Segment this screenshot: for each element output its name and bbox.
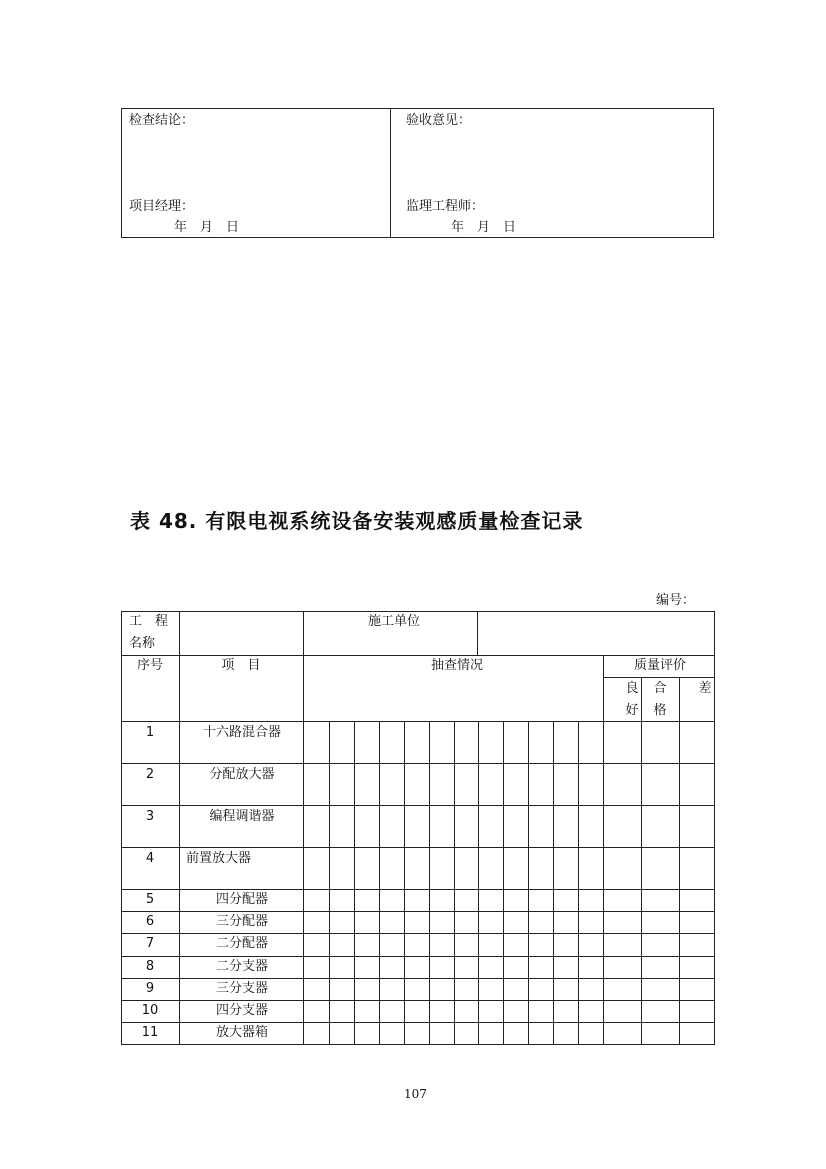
check-column-rule xyxy=(354,721,355,1044)
table-row-rule xyxy=(121,911,714,912)
quality-poor-header: 差 xyxy=(698,681,712,696)
table-row-seq: 9 xyxy=(145,981,155,996)
table-row-item: 二分支器 xyxy=(215,959,269,974)
table-rule xyxy=(121,655,714,656)
table-right-rule xyxy=(714,611,715,1045)
construction-unit-label: 施工单位 xyxy=(367,614,421,629)
table-row-seq: 3 xyxy=(145,809,155,824)
date-left: 年 月 日 xyxy=(174,220,240,235)
table-row-item: 编程调谐器 xyxy=(209,809,275,824)
quality-good-header-2: 好 xyxy=(625,703,639,718)
pass-column-rule xyxy=(679,677,680,1044)
item-column-rule xyxy=(303,611,304,1044)
table-row-seq: 11 xyxy=(141,1025,159,1040)
project-label: 工 程 xyxy=(129,614,169,629)
table-row-item: 放大器箱 xyxy=(215,1025,269,1040)
table-row-rule xyxy=(121,889,714,890)
opinion-label: 验收意见： xyxy=(406,113,472,128)
table-row-item: 十六路混合器 xyxy=(202,725,282,740)
check-column-rule xyxy=(528,721,529,1044)
quality-pass-header-2: 格 xyxy=(653,703,667,718)
project-label-name: 名称 xyxy=(129,636,156,651)
check-column-rule xyxy=(404,721,405,1044)
table-top-rule xyxy=(121,611,714,612)
check-column-rule xyxy=(478,721,479,1044)
table-row-seq: 7 xyxy=(145,936,155,951)
table-row-seq: 10 xyxy=(141,1003,159,1018)
table-bottom-rule xyxy=(121,1044,715,1045)
seq-header: 序号 xyxy=(136,658,164,673)
table-row-rule xyxy=(121,721,714,722)
check-column-rule xyxy=(578,721,579,1044)
table-row-rule xyxy=(121,763,714,764)
table-row-seq: 5 xyxy=(145,892,155,907)
check-column-rule xyxy=(503,721,504,1044)
table-row-item: 三分支器 xyxy=(215,981,269,996)
table-row-rule xyxy=(121,847,714,848)
quality-good-header: 良 xyxy=(625,681,639,696)
table-row-item: 四分配器 xyxy=(215,892,269,907)
conclusion-label: 检查结论： xyxy=(129,113,195,128)
item-header: 项 目 xyxy=(221,658,261,673)
table-row-seq: 8 xyxy=(145,959,155,974)
table-row-item: 二分配器 xyxy=(215,936,269,951)
supervisor-label: 监理工程师： xyxy=(406,199,485,214)
quality-sub-rule xyxy=(603,677,714,678)
table-row-item: 分配放大器 xyxy=(209,767,275,782)
unit-column-rule xyxy=(477,611,478,655)
table-row-item: 前置放大器 xyxy=(186,851,252,866)
table-left-rule xyxy=(121,611,122,1044)
spot-check-header: 抽查情况 xyxy=(430,658,484,673)
table-row-seq: 6 xyxy=(145,914,155,929)
code-label: 编号： xyxy=(656,593,696,608)
check-column-rule xyxy=(429,721,430,1044)
page-number: 107 xyxy=(404,1087,427,1101)
check-column-rule xyxy=(454,721,455,1044)
quality-pass-header: 合 xyxy=(653,681,667,696)
table-row-seq: 1 xyxy=(145,725,155,740)
table-row-rule xyxy=(121,1000,714,1001)
seq-column-rule xyxy=(179,611,180,1044)
table-row-item: 四分支器 xyxy=(215,1003,269,1018)
good-column-rule xyxy=(641,677,642,1044)
table-row-rule xyxy=(121,933,714,934)
quality-column-rule xyxy=(603,655,604,1044)
check-column-rule xyxy=(379,721,380,1044)
check-column-rule xyxy=(329,721,330,1044)
page-title: 表 48. 有限电视系统设备安装观感质量检查记录 xyxy=(130,509,584,533)
table-row-item: 三分配器 xyxy=(215,914,269,929)
table-row-rule xyxy=(121,805,714,806)
table-row-rule xyxy=(121,956,714,957)
table-row-rule xyxy=(121,1022,714,1023)
conclusion-divider xyxy=(390,108,391,238)
table-row-seq: 4 xyxy=(145,851,155,866)
project-manager-label: 项目经理： xyxy=(129,199,195,214)
quality-header: 质量评价 xyxy=(633,658,687,673)
table-row-seq: 2 xyxy=(145,767,155,782)
check-column-rule xyxy=(553,721,554,1044)
date-right: 年 月 日 xyxy=(451,220,517,235)
table-row-rule xyxy=(121,978,714,979)
